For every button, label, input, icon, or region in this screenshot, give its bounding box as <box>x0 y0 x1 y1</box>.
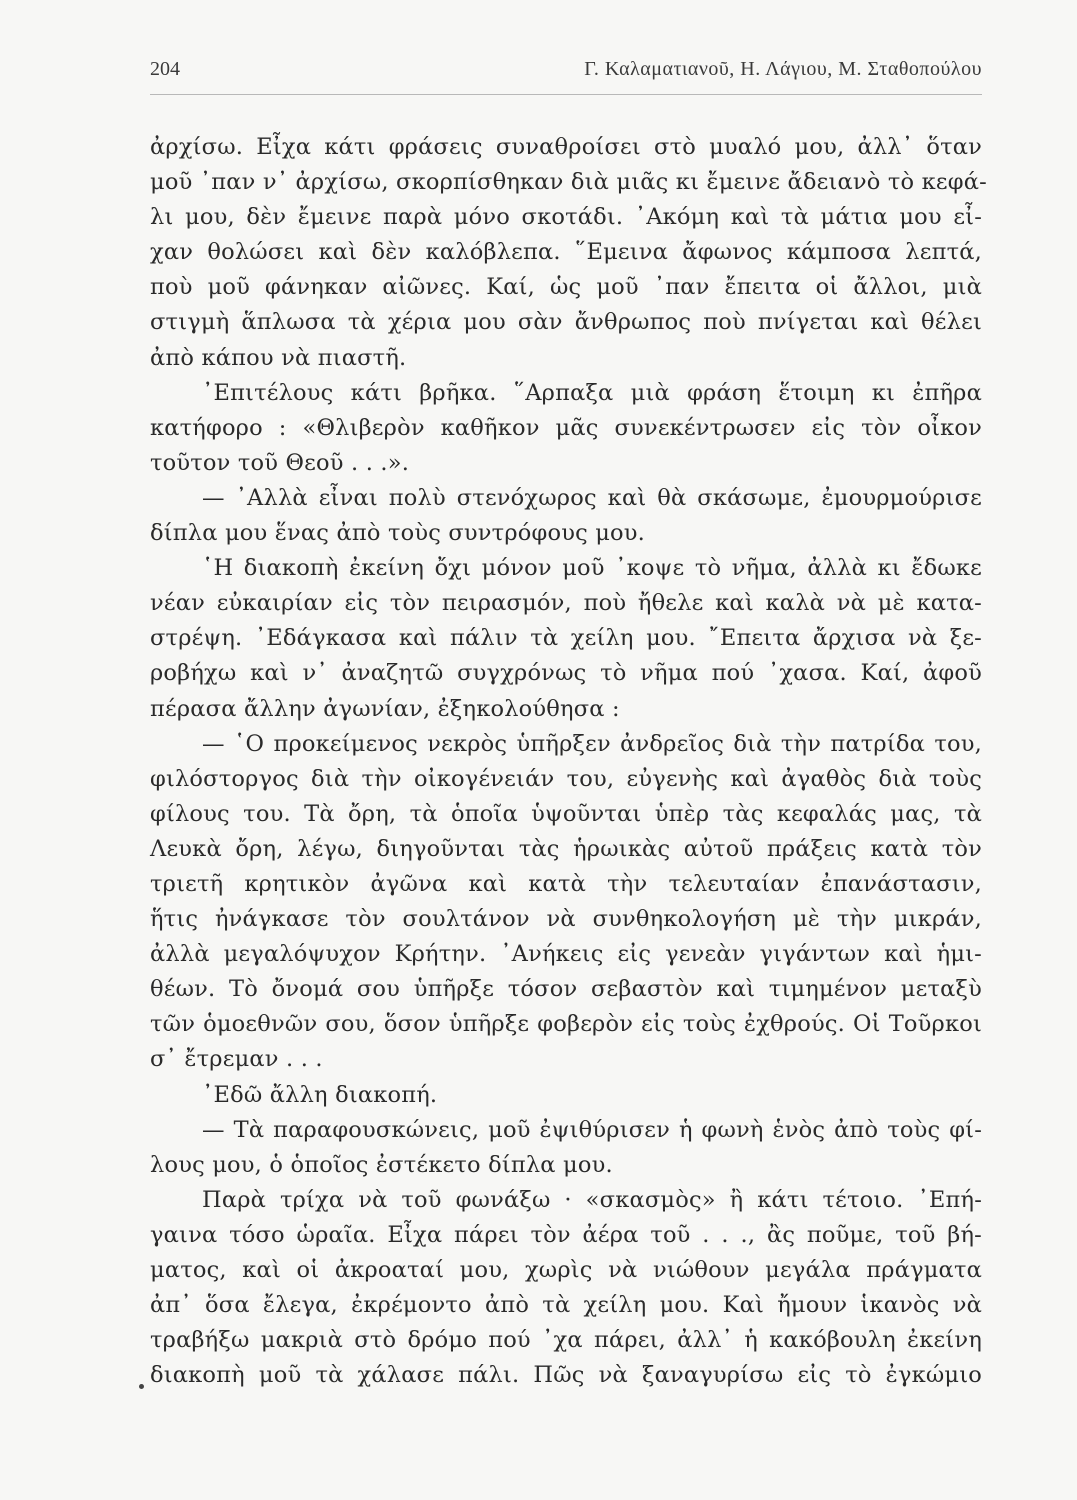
text-line: χαν θολώσει καὶ δὲν καλόβλεπα. ῞Εμεινα ἄφωνος κάμποσα λεπτά, <box>150 239 982 266</box>
text-line: στιγμὴ ἅπλωσα τὰ χέρια μου σὰν ἄνθρωπος ποὺ πνίγεται καὶ θέλει <box>150 309 982 336</box>
text-line: ἥτις ἠνάγκασε τὸν σουλτάνον νὰ συνθηκολογήση μὲ τὴν μικράν, <box>150 906 982 933</box>
text-line: γαινα τόσο ὡραῖα. Εἶχα πάρει τὸν ἀέρα τοῦ . . ., ἂς ποῦμε, τοῦ βή- <box>150 1221 982 1248</box>
text-line: κατήφορο : «Θλιβερὸν καθῆκον μᾶς συνεκέντρωσεν εἰς τὸν οἶκον <box>150 414 982 441</box>
text-line: ἀπὸ κάπου νὰ πιαστῆ. <box>150 344 407 371</box>
text-line: Λευκὰ ὄρη, λέγω, διηγοῦνται τὰς ἡρωικὰς αὐτοῦ πράξεις κατὰ τὸν <box>150 835 982 862</box>
text-line: πέρασα ἄλλην ἀγωνίαν, ἐξηκολούθησα : <box>150 695 620 722</box>
text-line: ᾽Εδῶ ἄλλη διακοπή. <box>202 1081 438 1108</box>
text-line: τοῦτον τοῦ Θεοῦ . . .». <box>150 449 410 476</box>
text-line: λι μου, δὲν ἔμεινε παρὰ μόνο σκοτάδι. ᾽Ακόμη καὶ τὰ μάτια μου εἶ- <box>150 204 982 231</box>
text-line: σ᾽ ἔτρεμαν . . . <box>150 1046 323 1073</box>
body-text <box>150 130 987 1393</box>
text-line: στρέψη. ᾽Εδάγκασα καὶ πάλιν τὰ χείλη μου. ῎Επειτα ἄρχισα νὰ ξε- <box>150 625 982 652</box>
running-head: Γ. Καλαματιανοῦ, Η. Λάγιου, Μ. Σταθοπούλου <box>584 58 982 80</box>
text-line: θέων. Τὸ ὄνομά σου ὑπῆρξε τόσον σεβαστὸν καὶ τιμημένον μεταξὺ <box>150 976 982 1003</box>
text-line: ἀλλὰ μεγαλόψυχον Κρήτην. ᾽Ανήκεις εἰς γενεὰν γιγάντων καὶ ἡμι- <box>150 941 982 968</box>
text-line: — Τὰ παραφουσκώνεις, μοῦ ἐψιθύρισεν ἡ φωνὴ ἑνὸς ἀπὸ τοὺς φί- <box>202 1116 982 1143</box>
text-line: τραβήξω μακριὰ στὸ δρόμο πού ᾽χα πάρει, ἀλλ᾽ ἡ κακόβουλη ἐκείνη <box>150 1327 982 1354</box>
text-line: νέαν εὐκαιρίαν εἰς τὸν πειρασμόν, ποὺ ἤθελε καὶ καλὰ νὰ μὲ κατα- <box>150 590 982 617</box>
text-line: — ῾Ο προκείμενος νεκρὸς ὑπῆρξεν ἀνδρεῖος διὰ τὴν πατρίδα του, <box>202 730 982 757</box>
text-line: λους μου, ὁ ὁποῖος ἐστέκετο δίπλα μου. <box>150 1151 613 1178</box>
page-number: 204 <box>150 58 180 80</box>
text-line: ροβήχω καὶ ν᾽ ἀναζητῶ συγχρόνως τὸ νῆμα πού ᾽χασα. Καί, ἀφοῦ <box>150 660 982 687</box>
page-header <box>150 58 982 92</box>
text-line: ματος, καὶ οἱ ἀκροαταί μου, χωρὶς νὰ νιώθουν μεγάλα πράγματα <box>150 1257 982 1283</box>
text-line: φιλόστοργος διὰ τὴν οἰκογένειάν του, εὐγενὴς καὶ ἀγαθὸς διὰ τοὺς <box>150 765 982 792</box>
text-line: ῾Η διακοπὴ ἐκείνη ὄχι μόνον μοῦ ᾽κοψε τὸ νῆμα, ἀλλὰ κι ἔδωκε <box>202 555 982 582</box>
text-line: ποὺ μοῦ φάνηκαν αἰῶνες. Καί, ὡς μοῦ ᾽παν ἔπειτα οἱ ἄλλοι, μιὰ <box>150 274 982 301</box>
margin-mark <box>139 1384 144 1389</box>
text-line: μοῦ ᾽παν ν᾽ ἀρχίσω, σκορπίσθηκαν διὰ μιᾶς κι ἔμεινε ἄδειανὸ τὸ κεφά- <box>150 169 987 196</box>
text-line: δίπλα μου ἕνας ἀπὸ τοὺς συντρόφους μου. <box>150 520 646 547</box>
text-line: φίλους του. Τὰ ὄρη, τὰ ὁποῖα ὑψοῦνται ὑπὲρ τὰς κεφαλάς μας, τὰ <box>150 800 982 827</box>
text-line: ἀπ᾽ ὅσα ἔλεγα, ἐκρέμοντο ἀπὸ τὰ χείλη μου. Καὶ ἤμουν ἱκανὸς νὰ <box>150 1292 982 1319</box>
text-line: ᾽Επιτέλους κάτι βρῆκα. ῞Αρπαξα μιὰ φράση ἕτοιμη κι ἐπῆρα <box>202 379 982 406</box>
text-line: τῶν ὁμοεθνῶν σου, ὅσον ὑπῆρξε φοβερὸν εἰς τοὺς ἐχθρούς. Οἱ Τοῦρκοι <box>150 1011 982 1038</box>
text-line: — ᾽Αλλὰ εἶναι πολὺ στενόχωρος καὶ θὰ σκάσωμε, ἐμουρμούρισε <box>202 484 982 511</box>
header-rule <box>150 94 982 95</box>
text-line: Παρὰ τρίχα νὰ τοῦ φωνάξω · «σκασμὸς» ἢ κάτι τέτοιο. ᾽Επή- <box>202 1186 982 1213</box>
text-line: τριετῆ κρητικὸν ἀγῶνα καὶ κατὰ τὴν τελευταίαν ἐπανάστασιν, <box>150 870 982 897</box>
text-line: ἀρχίσω. Εἶχα κάτι φράσεις συναθροίσει στὸ μυαλό μου, ἀλλ᾽ ὅταν <box>150 134 982 160</box>
text-line: διακοπὴ μοῦ τὰ χάλασε πάλι. Πῶς νὰ ξαναγυρίσω εἰς τὸ ἐγκώμιο <box>150 1362 982 1389</box>
